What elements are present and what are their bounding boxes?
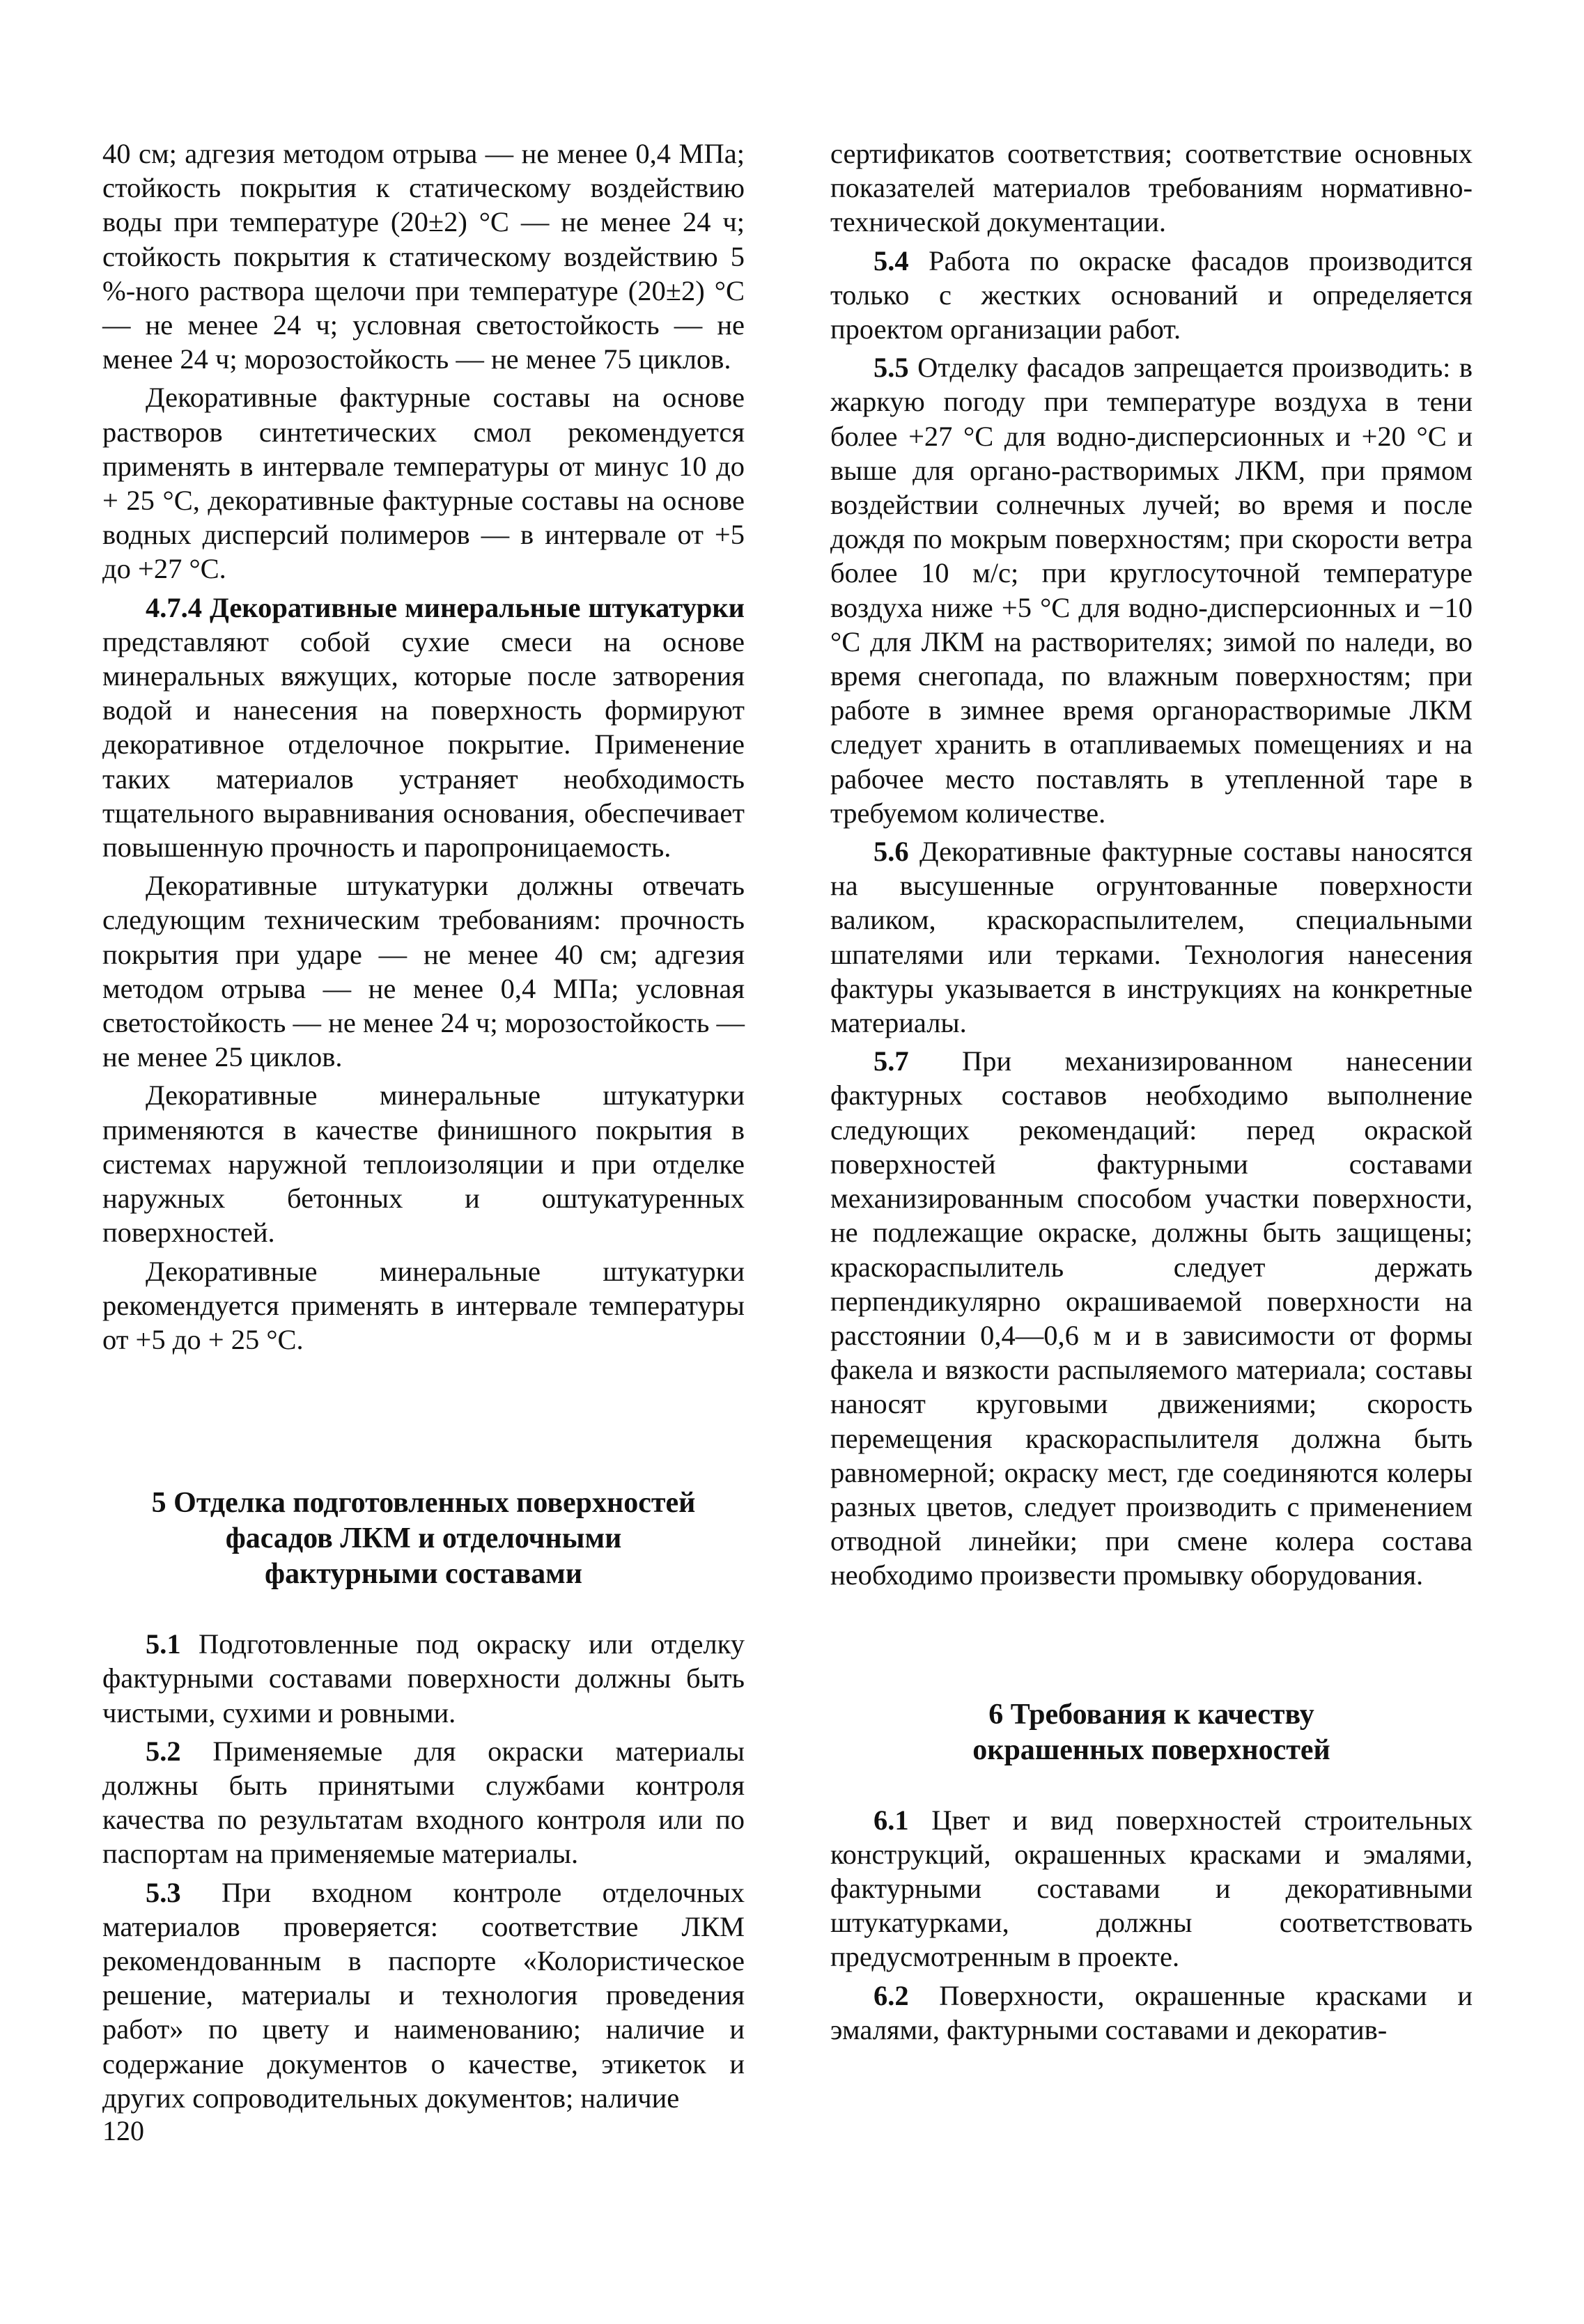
clause-number: 5.5 — [873, 352, 909, 384]
heading-line: фактурными составами — [265, 1558, 582, 1591]
paragraph-text: Декоративные фактурные составы наносятся на высушенные огрунтованные поверхности валиком, краскораспылителем, специальными шпателями или терками. Технология нанесения фактуры указывается в инструкциях на конкретные материалы. — [830, 836, 1473, 1039]
right-column — [830, 137, 1473, 2051]
heading-line: 6 Требования к качеству — [988, 1698, 1314, 1731]
section-6-heading — [830, 1697, 1473, 1768]
paragraph-5-2 — [102, 1734, 745, 1871]
heading-line: 5 Отделка подготовленных поверхностей — [151, 1487, 696, 1520]
paragraph-5-5 — [830, 350, 1473, 830]
paragraph-text: Отделку фасадов запрещается производить: в жаркую погоду при температуре воздуха в тени более +27 °С для водно-дисперсионных и +20 °С и выше для органо-растворимых ЛКМ, при прямом воздействии солнечных лучей; во время и после дождя по мокрым поверхностям; при скорости ветра более 10 м/с; при круглосуточной температуре воздуха ниже +5 °С для водно-дисперсионных и −10 °С для ЛКМ на растворителях; зимой по наледи, во время снегопада, по влажным поверхностям; при работе в зимнее время органорастворимые ЛКМ следует хранить в отапливаемых помещениях и на рабочее место поставлять в утепленной таре в требуемом количестве. — [830, 352, 1473, 829]
clause-number: 6.2 — [873, 1979, 909, 2011]
left-column — [102, 137, 745, 2119]
clause-number: 6.1 — [873, 1804, 909, 1836]
paragraph-plaster-temperature: Декоративные минеральные штукатурки рекомендуется применять в интервале температуры от +5 до + 25 °С. — [102, 1255, 745, 1355]
paragraph-4-7-4 — [102, 591, 745, 865]
paragraph-text: Цвет и вид поверхностей строительных конструкций, окрашенных красками и эмалями, фактурными составами и декоративными штукатурками, должны соответствовать предусмотренным в проекте. — [830, 1804, 1473, 1973]
paragraph-text: При входном контроле отделочных материалов проверяется: соответствие ЛКМ рекомендованным в паспорте «Колористическое решение, материалы и технология проведения работ» по цвету и наименованию; наличие и содержание документов о качестве, этикеток и других сопроводительных документов; наличие — [102, 1876, 745, 2114]
paragraph-continuation: 40 см; адгезия методом отрыва — не менее 0,4 МПа; стойкость покрытия к статическому воздействию воды при температуре (20±2) °С — не менее 24 ч; стойкость покрытия к статическому воздействию 5 %-ного раствора щелочи при температуре (20±2) °С — не менее 24 ч; условная светостойкость — не менее 24 ч; морозостойкость — не менее 75 циклов. — [102, 138, 745, 375]
paragraph-continuation: сертификатов соответствия; соответствие основных показателей материалов требованиям нормативно-технической документации. — [830, 138, 1473, 238]
clause-number: 5.6 — [873, 836, 909, 868]
paragraph-5-6 — [830, 834, 1473, 1040]
paragraph-text: Поверхности, окрашенные красками и эмалями, фактурными составами и декоратив- — [830, 1979, 1473, 2045]
page-number: 120 — [102, 2115, 144, 2146]
paragraph-text: Работа по окраске фасадов производится только с жестких оснований и определяется проектом организации работ. — [830, 244, 1473, 345]
clause-number: 5.7 — [873, 1045, 909, 1077]
paragraph-5-7 — [830, 1044, 1473, 1592]
paragraph-6-2 — [830, 1979, 1473, 2047]
paragraph-text: При механизированном нанесении фактурных составов необходимо выполнение следующих рекомендаций: перед окраской поверхностей фактурными составами механизированным способом участки поверхности, не подлежащие окраске, должны быть защищены; краскораспылитель следует держать перпендикулярно окрашиваемой поверхности на расстоянии 0,4—0,6 м и в зависимости от формы факела и вязкости распыляемого материала; составы наносят круговыми движениями; скорость перемещения краскораспылителя должна быть равномерной; окраску мест, где соединяются колеры разных цветов, следует производить с применением отводной линейки; при смене колера состава необходимо произвести промывку оборудования. — [830, 1045, 1473, 1591]
paragraph-plaster-requirements: Декоративные штукатурки должны отвечать следующим техническим требованиям: прочность покрытия при ударе — не менее 40 см; адгезия методом отрыва — не менее 0,4 МПа; условная светостойкость — не менее 24 ч; морозостойкость — не менее 25 циклов. — [102, 870, 745, 1073]
clause-number: 5.2 — [146, 1735, 181, 1767]
clause-number: 5.1 — [146, 1628, 181, 1660]
paragraph-lead-term: 4.7.4 Декоративные минеральные штукатурки — [146, 591, 745, 623]
paragraph-5-3 — [102, 1875, 745, 2115]
paragraph-text: Применяемые для окраски материалы должны быть принятыми службами контроля качества по результатам входного контроля или по паспортам на применяемые материалы. — [102, 1735, 745, 1870]
paragraph-plaster-finish-use: Декоративные минеральные штукатурки применяются в качестве финишного покрытия в системах наружной теплоизоляции и при отделке наружных бетонных и оштукатуренных поверхностей. — [102, 1079, 745, 1249]
heading-line: фасадов ЛКМ и отделочными — [225, 1522, 622, 1555]
paragraph-text: представляют собой сухие смеси на основе минеральных вяжущих, которые после затворения водой и нанесения на поверхность формируют декоративное отделочное покрытие. Применение таких материалов устраняет необходимость тщательного выравнивания основания, обеспечивает повышенную прочность и паропроницаемость. — [102, 625, 745, 864]
paragraph-5-4 — [830, 244, 1473, 347]
paragraph-decorative-texture-temperature: Декоративные фактурные составы на основе растворов синтетических смол рекомендуется применять в интервале температуры от минус 10 до + 25 °С, декоративные фактурные составы на основе водных дисперсий полимеров — в интервале от +5 до +27 °С. — [102, 382, 745, 585]
paragraph-5-1 — [102, 1627, 745, 1730]
heading-line: окрашенных поверхностей — [972, 1733, 1330, 1766]
clause-number: 5.4 — [873, 244, 909, 276]
section-5-heading — [102, 1485, 745, 1592]
paragraph-text: Подготовленные под окраску или отделку фактурными составами поверхности должны быть чистыми, сухими и ровными. — [102, 1628, 745, 1729]
clause-number: 5.3 — [146, 1876, 181, 1908]
paragraph-6-1 — [830, 1803, 1473, 1974]
